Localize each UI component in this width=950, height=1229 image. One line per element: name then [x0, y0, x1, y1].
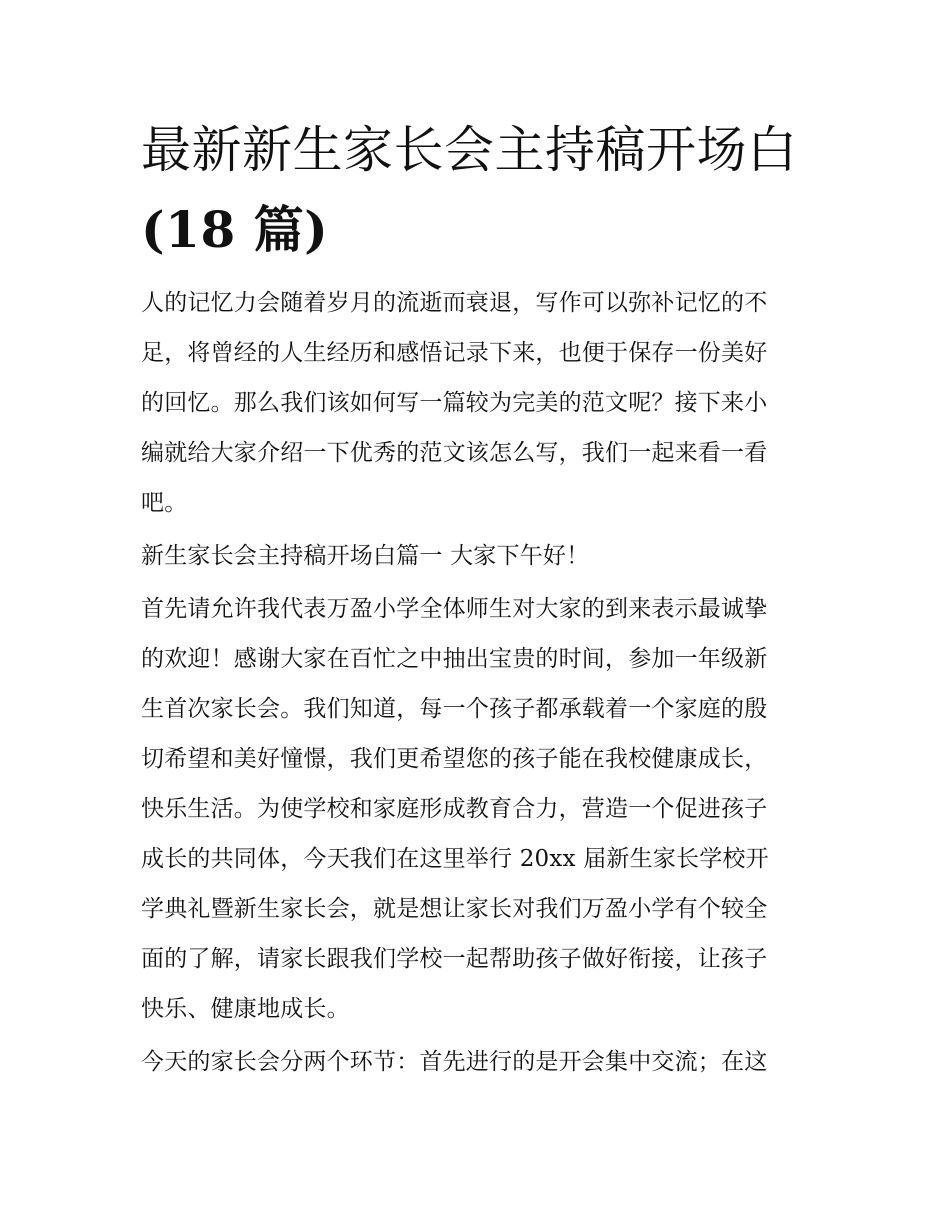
text-line: 学典礼暨新生家长会，就是想让家长对我们万盈小学有个较全 [141, 896, 768, 922]
text-line: 编就给大家介绍一下优秀的范文该怎么写，我们一起来看一看 [141, 440, 768, 466]
body-paragraph [141, 584, 813, 1034]
text-line: 快乐、健康地成长。 [141, 996, 350, 1022]
text-line: 快乐生活。为使学校和家庭形成教育合力，营造一个促进孩子 [141, 796, 768, 822]
text-line: 足，将曾经的人生经历和感悟记录下来，也便于保存一份美好 [141, 340, 768, 366]
document-body [141, 278, 813, 1087]
text-line: 人的记忆力会随着岁月的流逝而衰退，写作可以弥补记忆的不 [141, 290, 768, 316]
text-line: 的回忆。那么我们该如何写一篇较为完美的范文呢？接下来小 [141, 390, 768, 416]
text-line: 面的了解，请家长跟我们学校一起帮助孩子做好衔接，让孩子 [141, 946, 768, 972]
text-line: 切希望和美好憧憬，我们更希望您的孩子能在我校健康成长， [141, 746, 768, 772]
text-line: 吧。 [141, 490, 188, 516]
text-line: 首先请允许我代表万盈小学全体师生对大家的到来表示最诚挚 [141, 596, 768, 622]
title-line: (18 篇) [141, 200, 329, 259]
section-heading-paragraph [141, 531, 813, 581]
title-line: 最新新生家长会主持稿开场白 [141, 121, 798, 179]
intro-paragraph [141, 278, 813, 528]
text-line: 成长的共同体，今天我们在这里举行 20xx 届新生家长学校开 [141, 846, 769, 872]
body-paragraph [141, 1037, 813, 1087]
text-line: 生首次家长会。我们知道，每一个孩子都承载着一个家庭的殷 [141, 696, 768, 722]
text-line: 今天的家长会分两个环节：首先进行的是开会集中交流；在这 [141, 1049, 768, 1075]
document-page [141, 110, 813, 1090]
document-title [141, 110, 813, 270]
text-line: 新生家长会主持稿开场白篇一 大家下午好！ [141, 543, 590, 569]
text-line: 的欢迎！感谢大家在百忙之中抽出宝贵的时间，参加一年级新 [141, 646, 768, 672]
